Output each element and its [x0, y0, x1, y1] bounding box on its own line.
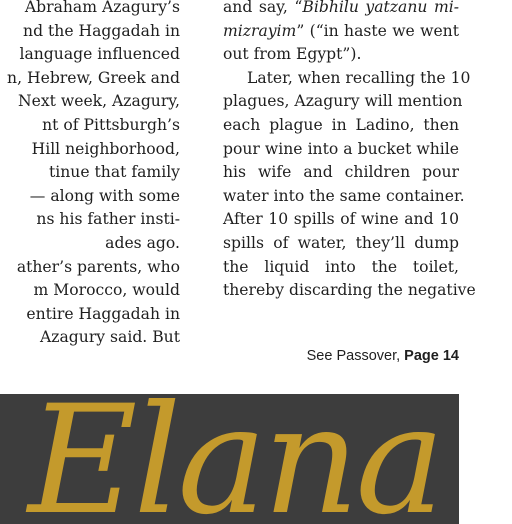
text-line: and say, “Bibhilu yatzanu mi- — [223, 0, 459, 16]
text-line: Next week, Azagury, — [17, 92, 180, 111]
text-line: ns his father insti- — [36, 210, 180, 229]
text-line: water into the same container. — [223, 186, 465, 205]
text-line: entire Haggadah in — [26, 304, 180, 323]
text-line: plagues, Azagury will mention — [223, 92, 463, 111]
text-line: ades ago. — [105, 233, 180, 252]
text-line: spills of water, they’ll dump — [223, 233, 459, 252]
text-line: Azagury said. But — [40, 328, 180, 347]
continued-jump-line — [223, 348, 459, 364]
text-line: thereby discarding the negative — [223, 281, 476, 300]
text-line: Abraham Azagury’s — [24, 0, 180, 16]
text-line: After 10 spills of wine and 10 — [223, 210, 459, 229]
ad-script-logo: Elana — [28, 394, 441, 524]
jump-page: Page 14 — [404, 348, 459, 364]
text-line: Hill neighborhood, — [31, 139, 180, 158]
text-line: — along with some — [29, 186, 180, 205]
article-left-column — [0, 0, 180, 350]
text-line: pour wine into a bucket while — [223, 139, 459, 158]
text-line: out from Egypt”). — [223, 45, 362, 64]
text-line: language influenced — [19, 45, 180, 64]
text-line: the liquid into the toilet, — [223, 257, 459, 276]
jump-prefix: See Passover, — [306, 348, 405, 364]
text-line: each plague in Ladino, then — [223, 115, 459, 134]
text-line: Later, when recalling the 10 — [247, 68, 471, 87]
text-line: nd the Haggadah in — [23, 21, 180, 40]
text-line: n, Hebrew, Greek and — [7, 68, 180, 87]
text-line: nt of Pittsburgh’s — [42, 115, 180, 134]
text-line: his wife and children pour — [223, 163, 459, 182]
text-line: ather’s parents, who — [16, 257, 180, 276]
text-line: tinue that family — [49, 163, 180, 182]
article-right-column — [223, 0, 476, 303]
text-line: mizrayim” (“in haste we went — [223, 21, 459, 40]
text-line: m Morocco, would — [33, 281, 180, 300]
advertisement-banner — [0, 394, 459, 524]
